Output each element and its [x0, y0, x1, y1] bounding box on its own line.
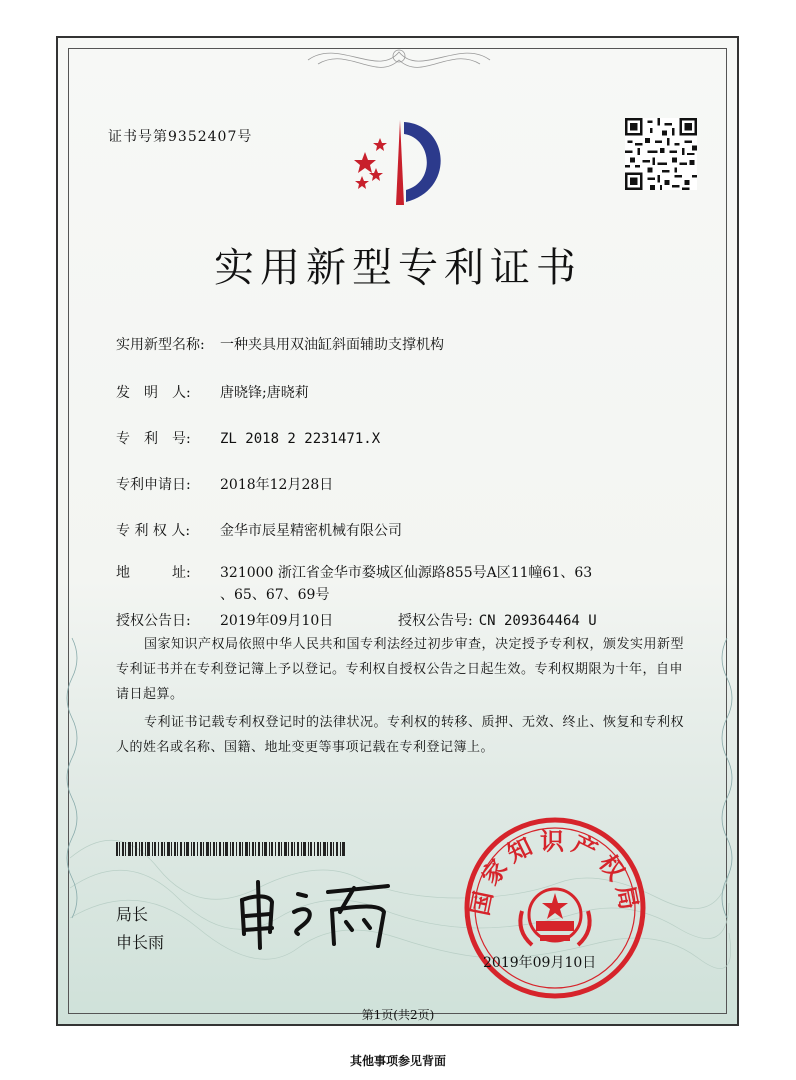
official-seal	[462, 815, 648, 1001]
field-label: 实用新型名称:	[116, 337, 205, 353]
grant-date-value: 2019年09月10日	[220, 613, 334, 629]
signatory-name: 申长雨	[116, 933, 165, 952]
field-label: 专 利 号:	[116, 431, 191, 447]
certificate-number: 证书号第9352407号	[108, 129, 253, 145]
page-number: 第1页(共2页)	[361, 1008, 435, 1022]
signatory-title: 局长	[116, 905, 149, 924]
field-row-name	[116, 334, 444, 354]
field-value: 金华市辰星精密机械有限公司	[220, 523, 402, 539]
field-value: 2018年12月28日	[220, 477, 334, 493]
field-value: ZL 2018 2 2231471.X	[220, 431, 381, 447]
field-value: 321000 浙江省金华市婺城区仙源路855号A区11幢61、63	[220, 565, 593, 581]
patent-office-emblem-icon	[340, 110, 460, 220]
body-paragraph-2: 专利证书记载专利权登记时的法律状况。专利权的转移、质押、无效、终止、恢复和专利权人的姓名或名称、国籍、地址变更等事项记载在专利登记簿上。	[116, 715, 685, 755]
field-row-patent-number	[116, 428, 380, 448]
field-value-cont: 、65、67、69号	[220, 587, 330, 603]
grant-number-label: 授权公告号:	[398, 613, 473, 629]
grant-number-value: CN 209364464 U	[478, 613, 597, 629]
field-row-inventor	[116, 382, 309, 402]
field-label: 地 址:	[116, 565, 191, 581]
field-value: 一种夹具用双油缸斜面辅助支撑机构	[220, 337, 444, 353]
seal-text: 国家知识产权局	[465, 827, 645, 918]
field-row-address	[116, 562, 592, 582]
seal-date: 2019年09月10日	[483, 955, 597, 971]
back-side-note: 其他事项参见背面	[349, 1054, 446, 1068]
grant-date-label: 授权公告日:	[116, 613, 191, 629]
grant-number-row	[398, 610, 597, 630]
certificate-title: 实用新型专利证书	[214, 245, 582, 291]
field-value: 唐晓锋;唐晓莉	[220, 385, 309, 401]
field-label: 发 明 人:	[116, 385, 191, 401]
body-paragraph-1: 国家知识产权局依照中华人民共和国专利法经过初步审查，决定授予专利权，颁发实用新型专利证书并在专利登记簿上予以登记。专利权自授权公告之日起生效。专利权期限为十年，自申请日起算。	[116, 637, 685, 702]
handwritten-signature	[228, 872, 398, 952]
grant-date-row	[116, 610, 333, 630]
field-row-patentee	[116, 520, 402, 540]
barcode	[116, 842, 346, 856]
field-row-address-cont	[220, 584, 329, 604]
qr-code	[625, 118, 697, 190]
field-row-application-date	[116, 474, 333, 494]
field-label: 专 利 权 人:	[116, 523, 191, 539]
field-label: 专利申请日:	[116, 477, 191, 493]
